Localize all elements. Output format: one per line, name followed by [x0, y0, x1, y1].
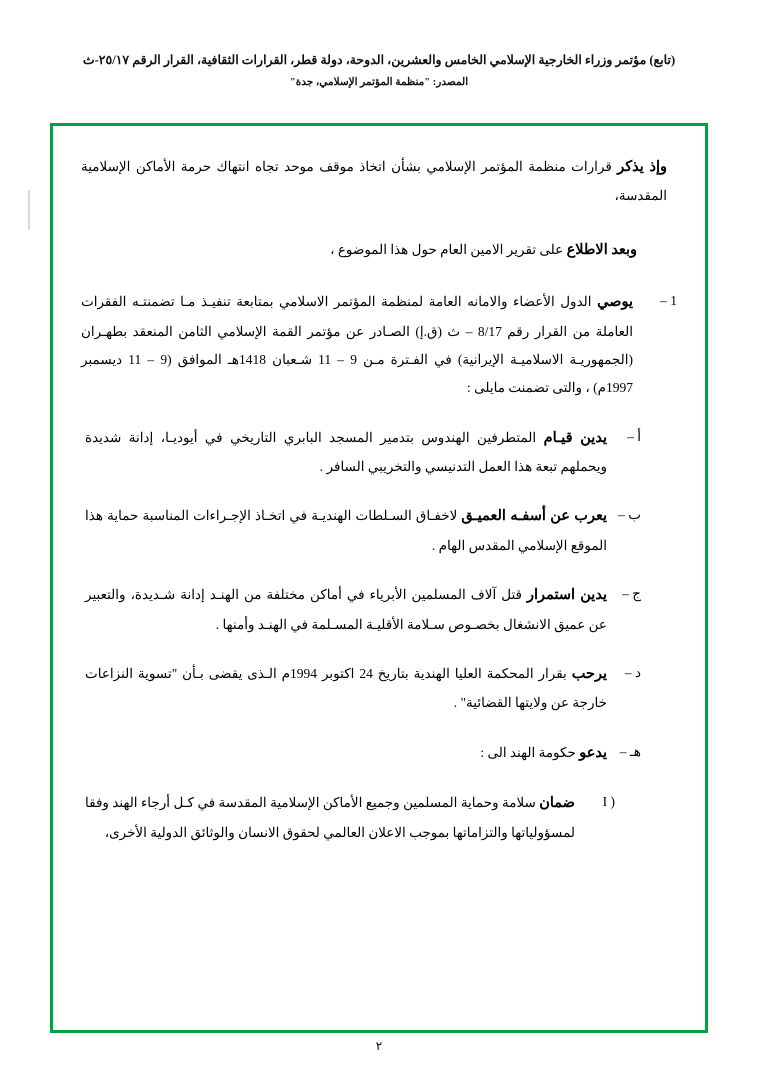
page-number: ٢ — [375, 1039, 383, 1053]
sub-clause-e-text: حكومة الهند الى : — [480, 744, 580, 760]
clause-1-lead: يوصي — [597, 294, 633, 311]
header-title: (تابع) مؤتمر وزراء الخارجية الإسلامي الخامس والعشرين، الدوحة، دولة قطر، القرارات الثقافية، القرار الرقم ٢٥/١٧-ث — [82, 53, 676, 67]
sub-clause-e-lead: يدعو — [579, 744, 607, 761]
preamble-1-text: قرارات منظمة المؤتمر الإسلامي بشأن اتخاذ موقف موحد تجاه انتهاك حرمة الأماكن الإسلامية المقدسة، — [81, 159, 667, 204]
sub-clause-d-marker: د – — [624, 665, 641, 681]
page-artifact — [28, 190, 30, 230]
sub-clause-d — [81, 659, 677, 718]
roman-clause-i-lead: ضمان — [539, 795, 575, 812]
clause-1-marker: 1 – — [660, 293, 677, 309]
clause-1-text: الدول الأعضاء والامانه العامة لمنظمة المؤتمر الاسلامي بمتابعة تنفيـذ مـا تضمنتـه الفقرات العاملة من القرار رقم 8/17 – ث (ق.إ) الصـادر عن مؤتمر القمة الإسلامي الثامن المنعقد بطهـران (الجمهوريـة الاسلاميـة الإيرانية) في الفـترة مـن 9 – 11 شـعبان 1418هـ الموافق (9 – 11 ديسمبر 1997م) ، والتى تضمنت مايلى : — [81, 294, 634, 396]
sub-clause-d-lead: يرحب — [571, 666, 607, 683]
sub-clause-c-lead: يدين استمرار — [527, 587, 607, 604]
roman-clause-i-body — [81, 788, 575, 847]
preamble-1-lead: وإذ يذكر — [617, 159, 667, 175]
sub-clause-a — [81, 423, 677, 482]
sub-clause-e — [81, 738, 677, 768]
sub-clause-a-body — [81, 423, 607, 482]
document-header — [0, 52, 758, 88]
sub-clause-a-text: المتطرفين الهندوس بتدمير المسجد البابري التاريخي في أيوديـا، إدانة شديدة ويحملهم تبعة هذا العمل التدنيسي والتخريبي السافر . — [85, 429, 607, 475]
roman-clause-i-text: سلامة وحماية المسلمين وجميع الأماكن الإسلامية المقدسة في كـل أرجاء الهند وفقا لمسؤولياتها والتزاماتها بموجب الاعلان العالمي لحقوق الانسان والوثائق الدولية الأخرى، — [85, 795, 575, 840]
sub-clause-c-body — [81, 580, 607, 639]
sub-clause-a-marker: أ – — [627, 428, 641, 444]
sub-clause-b-text: لاخفـاق السـلطات الهنديـة في اتخـاذ الإجـراءات المناسبة حماية هذا الموقع الإسلامي المقدس الهام . — [85, 508, 607, 553]
document-body — [81, 144, 677, 847]
preamble-2-text: على تقرير الامين العام حول هذا الموضوع ، — [330, 241, 567, 257]
clause-1-body — [81, 287, 633, 402]
sub-clause-b-lead: يعرب عن أسفـه العميـق — [461, 508, 607, 525]
preamble-paragraph-2 — [81, 235, 677, 265]
sub-clause-e-body — [81, 738, 607, 768]
preamble-paragraph-1 — [81, 152, 677, 211]
sub-clause-b-marker: ب – — [618, 507, 641, 523]
sub-clause-c-marker: ج – — [622, 586, 641, 602]
preamble-2-lead: وبعد الاطلاع — [566, 241, 637, 258]
clause-1 — [81, 287, 677, 402]
sub-clause-b-body — [81, 501, 607, 560]
roman-clause-i-marker: I ) — [602, 794, 615, 810]
sub-clause-a-lead: يدين قيـام — [543, 429, 607, 446]
content-frame — [50, 123, 708, 1033]
sub-clause-c — [81, 580, 677, 639]
roman-clause-i — [81, 788, 677, 847]
sub-clause-b — [81, 501, 677, 560]
sub-clause-d-text: بقرار المحكمة العليا الهندية بتاريخ 24 اكتوبر 1994م الـذى يقضى بـأن "تسوية النزاعات خارجة عن ولايتها القضائية" . — [85, 666, 607, 711]
sub-clause-d-body — [81, 659, 607, 718]
sub-clause-c-text: قتل آلاف المسلمين الأبرياء في أماكن مختلفة من الهنـد إدانة شـديدة، والتعبير عن عميق الانشغال بخصـوص سـلامة الأقليـة المسـلمة في الهنـد وأمنها . — [85, 587, 607, 632]
sub-clause-e-marker: هـ – — [619, 743, 641, 759]
header-source: المصدر: "منظمة المؤتمر الإسلامي، جدة" — [289, 76, 469, 88]
